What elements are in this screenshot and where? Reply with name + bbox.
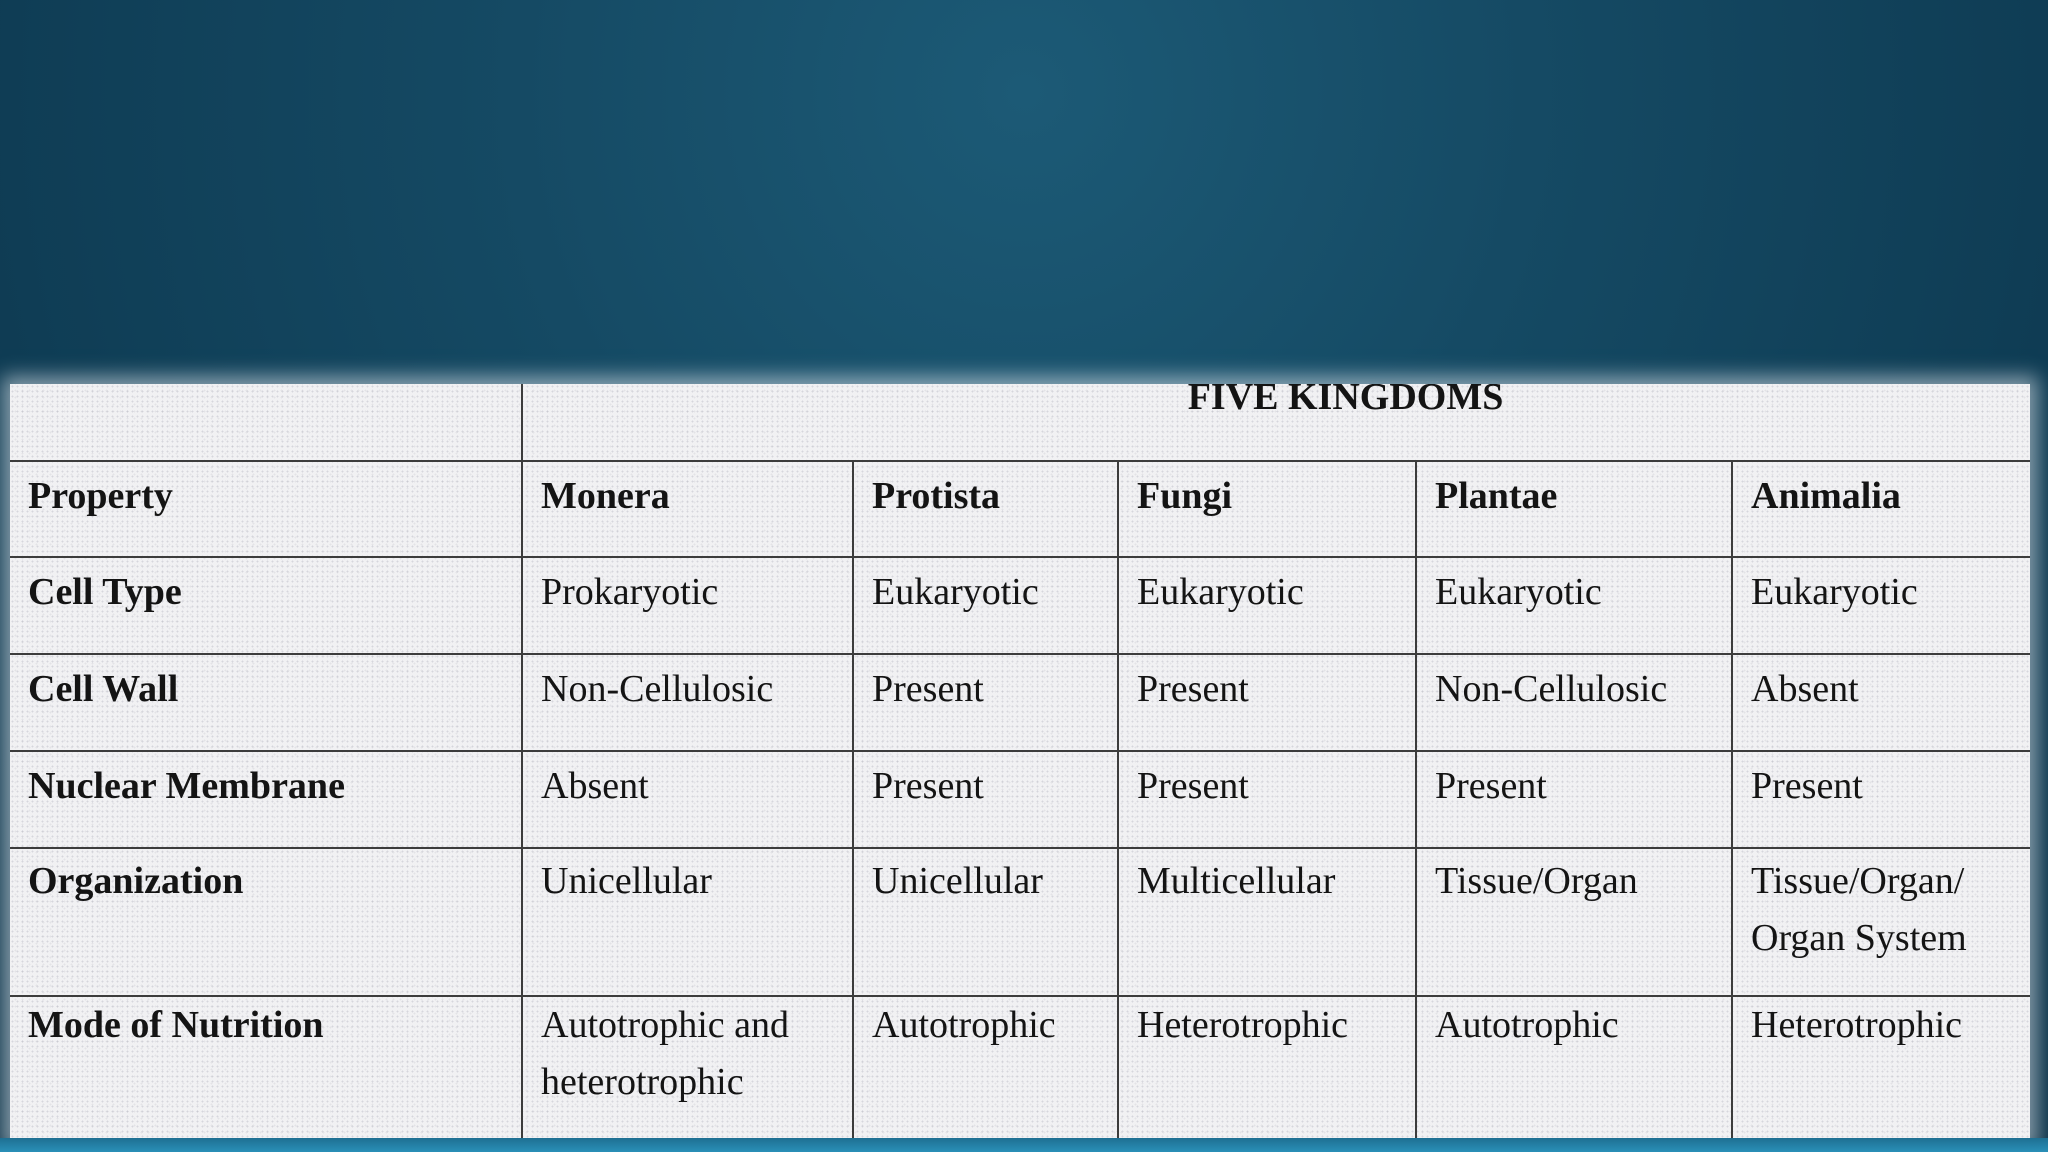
table-cell: Absent (522, 751, 853, 848)
header-fungi: Fungi (1118, 461, 1416, 557)
table-cell: Autotrophic (853, 996, 1118, 1142)
table-cell: Unicellular (522, 848, 853, 996)
table-cell: Heterotrophic (1732, 996, 2030, 1142)
table-corner-cell (10, 384, 522, 461)
table-title-cell (522, 384, 2030, 461)
five-kingdoms-table-card (10, 384, 2030, 1142)
table-cell: Autotrophic (1416, 996, 1732, 1142)
header-plantae: Plantae (1416, 461, 1732, 557)
table-cell: Non-Cellulosic (1416, 654, 1732, 751)
table-row (10, 996, 2030, 1142)
row-property-label: Organization (10, 848, 522, 996)
table-cell: Tissue/Organ (1416, 848, 1732, 996)
table-row (10, 654, 2030, 751)
table-cell: Non-Cellulosic (522, 654, 853, 751)
table-header-row (10, 461, 2030, 557)
row-property-label: Cell Type (10, 557, 522, 654)
table-row (10, 848, 2030, 996)
table-cell: Tissue/Organ/ Organ System (1732, 848, 2030, 996)
table-cell: Unicellular (853, 848, 1118, 996)
table-cell: Present (1732, 751, 2030, 848)
five-kingdoms-table (10, 384, 2030, 1142)
table-cell: Eukaryotic (1118, 557, 1416, 654)
table-row (10, 557, 2030, 654)
row-property-label: Cell Wall (10, 654, 522, 751)
table-title-row (10, 384, 2030, 461)
header-monera: Monera (522, 461, 853, 557)
header-property: Property (10, 461, 522, 557)
table-cell: Eukaryotic (1732, 557, 2030, 654)
table-cell: Present (1416, 751, 1732, 848)
header-protista: Protista (853, 461, 1118, 557)
table-cell: Present (1118, 751, 1416, 848)
table-cell: Absent (1732, 654, 2030, 751)
table-cell: Autotrophic and heterotrophic (522, 996, 853, 1142)
table-title: FIVE KINGDOMS (1187, 384, 1504, 418)
table-cell: Present (853, 751, 1118, 848)
table-cell: Prokaryotic (522, 557, 853, 654)
row-property-label: Mode of Nutrition (10, 996, 522, 1142)
table-cell: Multicellular (1118, 848, 1416, 996)
table-cell: Present (853, 654, 1118, 751)
slide-bottom-strip (0, 1138, 2048, 1152)
table-row (10, 751, 2030, 848)
table-cell: Present (1118, 654, 1416, 751)
row-property-label: Nuclear Membrane (10, 751, 522, 848)
header-animalia: Animalia (1732, 461, 2030, 557)
table-cell: Heterotrophic (1118, 996, 1416, 1142)
table-cell: Eukaryotic (1416, 557, 1732, 654)
table-cell: Eukaryotic (853, 557, 1118, 654)
